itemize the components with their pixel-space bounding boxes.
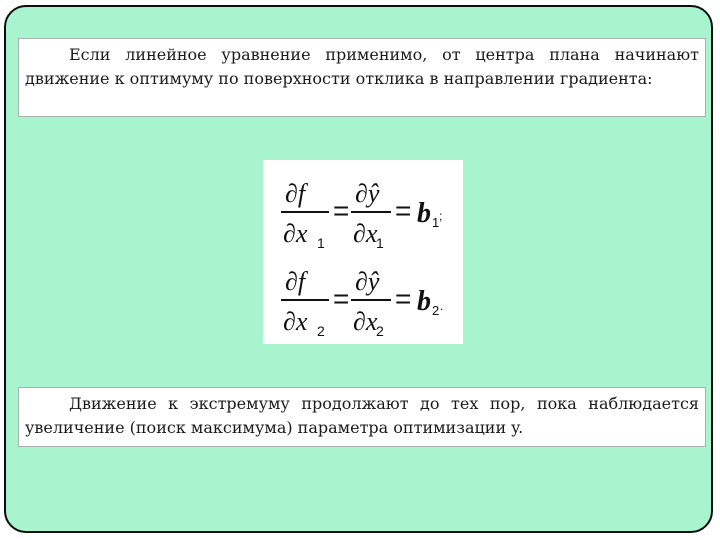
row1-equals-1: = <box>333 195 350 226</box>
row2-tail: . <box>440 299 444 313</box>
intro-text-box <box>18 38 706 117</box>
row2-numerator-2: ∂ŷ <box>355 267 380 296</box>
formula-row-1 <box>281 179 442 251</box>
row1-denominator-1-sub: 1 <box>317 235 325 251</box>
row2-equals-1: = <box>333 283 350 314</box>
row1-denominator-1: ∂x <box>283 219 308 248</box>
row2-numerator-1: ∂f <box>285 267 306 296</box>
row1-tail: ; <box>439 209 443 223</box>
formula-row-2 <box>281 267 443 339</box>
row2-denominator-2: ∂x <box>353 307 378 336</box>
row2-coefficient: b <box>417 286 431 317</box>
gradient-formula <box>263 160 463 344</box>
conclusion-paragraph: Движение к экстремуму продолжают до тех пор, пока наблюдается увеличение (поиск максимума) параметра оптимизации y. <box>25 394 699 437</box>
gradient-formula-image <box>263 160 463 344</box>
row2-equals-2: = <box>395 283 412 314</box>
slide-frame <box>4 5 713 533</box>
row2-denominator-1: ∂x <box>283 307 308 336</box>
conclusion-text-box <box>18 387 706 447</box>
row1-denominator-2: ∂x <box>353 219 378 248</box>
row1-coefficient: b <box>417 198 431 229</box>
row1-coefficient-sub: 1 <box>432 215 440 230</box>
row1-denominator-2-sub: 1 <box>376 235 384 251</box>
row1-numerator-1: ∂f <box>285 179 306 208</box>
row2-denominator-1-sub: 2 <box>317 323 325 339</box>
row2-coefficient-sub: 2 <box>432 303 440 318</box>
row2-denominator-2-sub: 2 <box>376 323 384 339</box>
intro-paragraph: Если линейное уравнение применимо, от центра плана начинают движение к оптимуму по поверхности отклика в направлении градиента: <box>25 45 699 88</box>
row1-equals-2: = <box>395 195 412 226</box>
row1-numerator-2: ∂ŷ <box>355 179 380 208</box>
